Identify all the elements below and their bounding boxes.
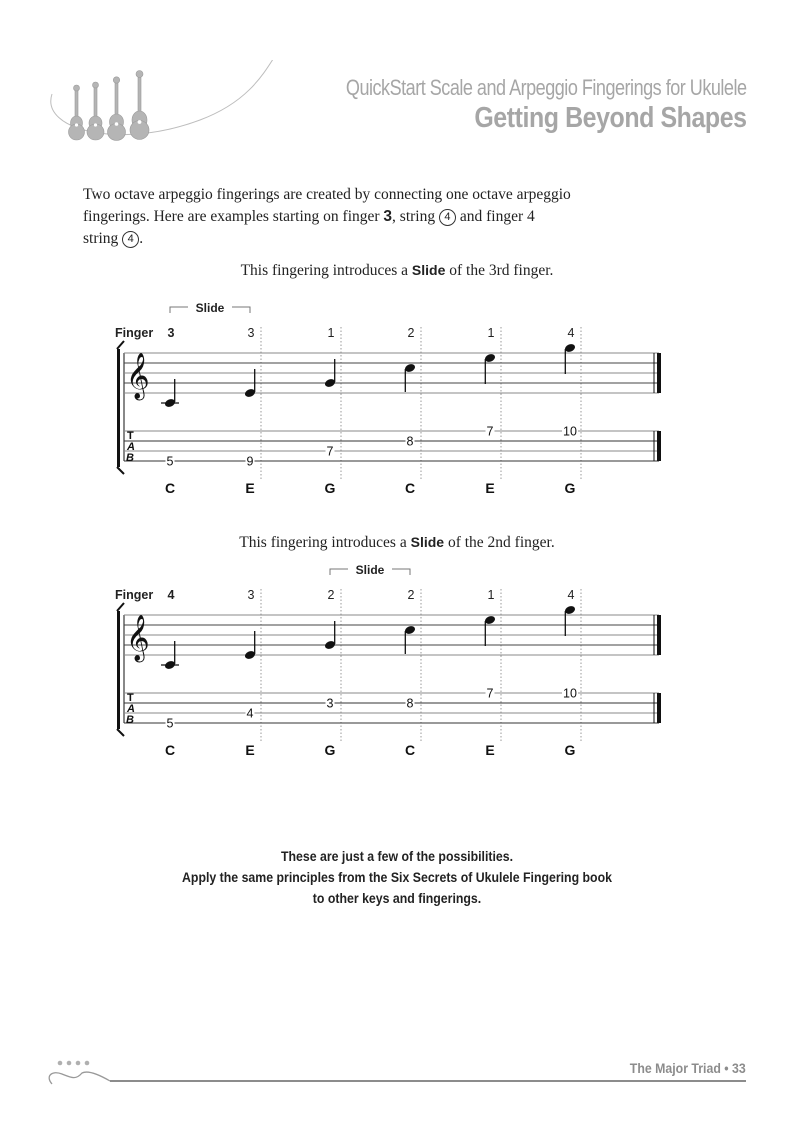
finger-number: 1	[327, 326, 335, 340]
intro-paragraph	[83, 184, 683, 250]
intro-line-2	[83, 206, 683, 228]
closing-line-2: Apply the same principles from the Six Secrets of Ukulele Fingering book	[182, 869, 612, 885]
tab-clef-t: T	[127, 692, 134, 704]
note-name: C	[404, 480, 416, 496]
note-name: E	[245, 480, 255, 496]
caption-bold: Slide	[410, 534, 445, 550]
tab-fret-number: 4	[246, 706, 254, 721]
tab-fret-number: 7	[486, 424, 494, 439]
system-bracket-hook	[117, 341, 124, 349]
caption-bold: Slide	[411, 262, 446, 278]
string-number-circle: 4	[122, 231, 139, 248]
tab-clef-a: A	[127, 441, 135, 453]
intro-text: fingerings. Here are examples starting on finger	[83, 208, 384, 225]
note-name: E	[245, 742, 255, 758]
closing-line-1: These are just a few of the possibilities.	[280, 848, 514, 864]
finger-number: 3	[247, 326, 255, 340]
book-subtitle: QuickStart Scale and Arpeggio Fingerings for Ukulele	[346, 75, 747, 100]
slide-label: Slide	[195, 301, 225, 315]
system-bracket-hook	[117, 729, 124, 736]
finger-number: 2	[407, 326, 415, 340]
closing-note	[0, 846, 794, 909]
tab-fret-number: 5	[166, 716, 174, 731]
closing-line-3: to other keys and fingerings.	[312, 890, 482, 906]
intro-text: and finger 4	[455, 208, 535, 225]
system-bracket	[117, 349, 120, 467]
page-footer-label: The Major Triad • 33	[630, 1060, 746, 1076]
caption-text: of the 3rd finger.	[445, 262, 554, 279]
tab-clef-t: T	[127, 430, 134, 442]
note-name: C	[164, 480, 176, 496]
tab-final-barline-thick	[657, 693, 661, 723]
finger-number: 3	[167, 326, 175, 340]
final-barline-thick	[657, 615, 661, 655]
finger-number: 1	[487, 588, 495, 602]
four-ukuleles-icon	[69, 71, 150, 141]
finger-label: Finger	[115, 588, 154, 602]
example-1-notation	[0, 295, 794, 505]
intro-line-1: Two octave arpeggio fingerings are created by connecting one octave arpeggio	[83, 186, 571, 203]
finger-number: 1	[487, 326, 495, 340]
tab-fret-number: 5	[166, 454, 174, 469]
tab-fret-number: 8	[406, 434, 414, 449]
treble-clef-icon: 𝄞	[126, 354, 150, 398]
intro-text: , string	[392, 208, 439, 225]
note-name: G	[564, 742, 576, 758]
system-bracket-hook	[117, 467, 124, 474]
finger-number: 4	[167, 588, 175, 602]
tab-fret-number: 7	[326, 444, 334, 459]
note-name: C	[164, 742, 176, 758]
tab-fret-number: 3	[326, 696, 334, 711]
tab-fret-number: 10	[563, 686, 577, 701]
note-name: G	[324, 742, 336, 758]
intro-text: .	[139, 230, 144, 247]
example-2-notation	[0, 557, 794, 767]
system-bracket-hook	[117, 603, 124, 611]
example-2-caption	[0, 534, 794, 552]
tab-fret-number: 7	[486, 686, 494, 701]
chapter-title: Getting Beyond Shapes	[474, 102, 747, 134]
tab-clef-b: B	[126, 714, 134, 726]
finger-number: 4	[567, 326, 575, 340]
note-name: C	[404, 742, 416, 758]
treble-clef-icon: 𝄞	[126, 616, 150, 660]
note-name: G	[324, 480, 336, 496]
tab-fret-number: 9	[246, 454, 254, 469]
intro-text: string	[83, 230, 123, 247]
string-number-circle: 4	[439, 209, 456, 226]
note-name: E	[485, 742, 495, 758]
system-bracket	[117, 611, 120, 729]
slide-label: Slide	[355, 563, 385, 577]
final-barline-thick	[657, 353, 661, 393]
ukulele-headstock-icon	[58, 1061, 90, 1066]
caption-text: of the 2nd finger.	[444, 534, 555, 551]
tab-fret-number: 8	[406, 696, 414, 711]
finger-number: 2	[327, 588, 335, 602]
tab-clef-b: B	[126, 452, 134, 464]
caption-text: This fingering introduces a	[240, 262, 412, 279]
tab-fret-number: 10	[563, 424, 577, 439]
note-name: E	[485, 480, 495, 496]
finger-number: 2	[407, 588, 415, 602]
caption-text: This fingering introduces a	[239, 534, 411, 551]
tab-final-barline-thick	[657, 431, 661, 461]
intro-line-3	[83, 228, 683, 250]
finger-number: 3	[247, 588, 255, 602]
footer-headstock-outline	[49, 1072, 110, 1084]
finger-number: 3	[383, 208, 393, 225]
note-name: G	[564, 480, 576, 496]
finger-number: 4	[567, 588, 575, 602]
finger-label: Finger	[115, 326, 154, 340]
tab-clef-a: A	[127, 703, 135, 715]
example-1-caption	[0, 262, 794, 280]
